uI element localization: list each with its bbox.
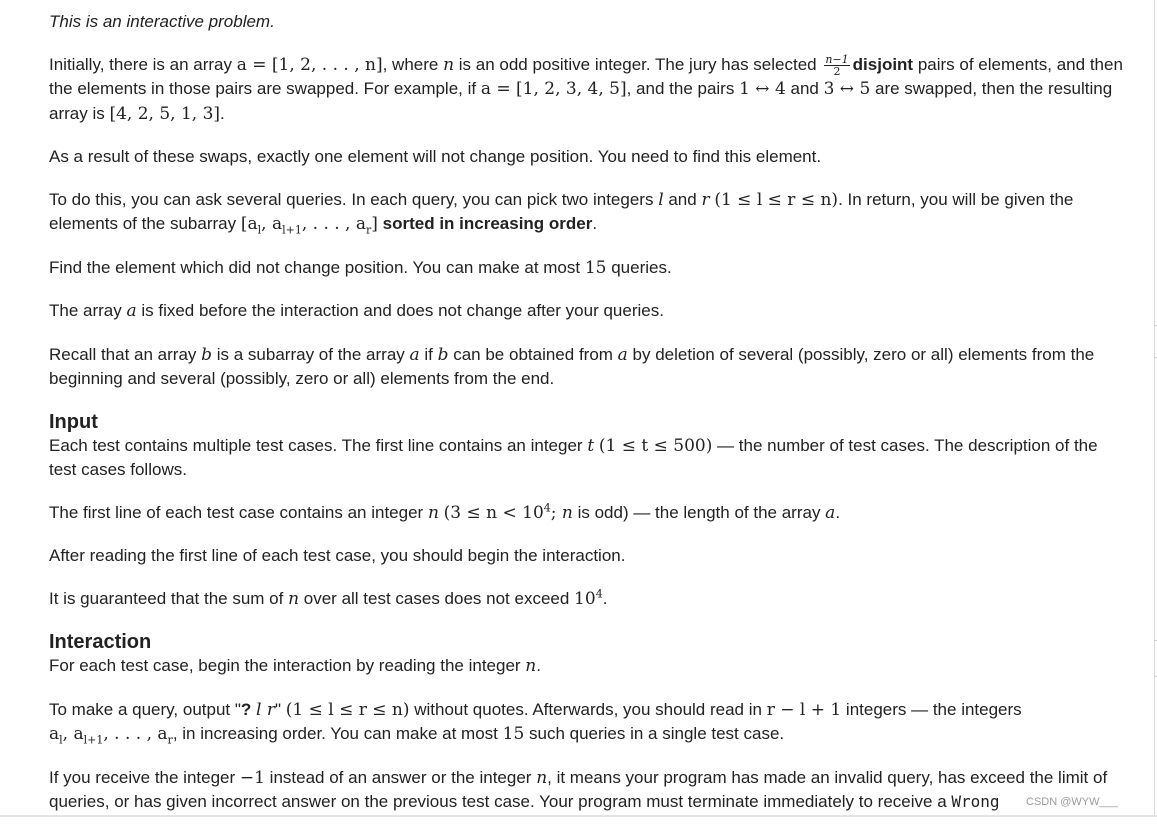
statement-paragraph-2: As a result of these swaps, exactly one element will not change position. You need to find this element. [49,147,822,166]
statement-paragraph-3: To do this, you can ask several queries. In each query, you can pick two integers l and r (1 ≤ l ≤ r ≤ n). In return, you will be given the elements of the subarray [$a_l$, $a_{l+1}$, . . . , $a_r$] sorted in increasing order. [49,189,1074,237]
interaction-paragraph-1: For each test case, begin the interaction by reading the integer n. [49,656,541,676]
statement-paragraph-6: Recall that an array b is a subarray of the array a if b can be obtained from a by deletion of several (possibly, zero or all) elements from the beginning and several (possibly, zero or all) elements from the end. [49,344,1095,388]
math-r: r [701,189,710,210]
bold-sorted: sorted in increasing order [377,214,593,233]
math-swap-2: 3 ↔ 5 [823,79,871,99]
interaction-paragraph-2: To make a query, output "? l r" (1 ≤ l ≤ r ≤ n) without quotes. Afterwards, you should read in r − l + 1 integers — the integers $a_l$, $a_{l+1}$, . . . , $a_r$, in increasing order. You can make at most 15 such queries in a single test case. [49,699,1022,747]
math-query-bounds: (1 ≤ l ≤ r ≤ n) [714,189,839,210]
verdict-wrong: Wrong [951,792,1000,811]
problem-statement [49,10,1129,833]
input-paragraph-2: The first line of each test case contains an integer n ($3 \le n < 10^4$; n is odd) — the length of the array a. [49,500,841,523]
input-paragraph-4: It is guaranteed that the sum of n over all test cases does not exceed $10^4$. [49,586,608,609]
math-l: l [658,189,664,210]
interaction-paragraph-3: If you receive the integer −1 instead of an answer or the integer n, it means your program has made an invalid query, has exceed the limit of queries, or has given incorrect answer on the previous test case. Your program must terminate immediately to receive a Wrong [49,767,1108,811]
fraction-pairs: $\frac{n-1}{2}$ [825,52,849,78]
math-subarray: [$a_l$, $a_{l+1}$, . . . , $a_r$] [240,214,378,237]
math-example-array: a = [1, 2, 3, 4, 5] [480,79,627,99]
csdn-watermark: CSDN @WYW___ [1026,796,1118,808]
statement-paragraph-5: The array a is fixed before the interaction and does not change after your queries. [49,301,664,321]
math-result-array: [4, 2, 5, 1, 3] [109,103,221,124]
math-query-limit: 15 [584,257,607,278]
interaction-section-title: Interaction [49,631,152,653]
intro-text: This is an interactive problem. [49,12,275,31]
right-border [1154,0,1155,817]
math-array: a = [1, 2, . . . , n] [236,54,383,75]
input-section-title: Input [49,410,98,433]
input-paragraph-3: After reading the first line of each test case, you should begin the interaction. [49,546,626,565]
input-paragraph-1: Each test contains multiple test cases. The first line contains an integer t (1 ≤ t ≤ 500) — the number of test cases. The description of the test cases follows. [49,435,1098,479]
statement-paragraph-1: Initially, there is an array a = [1, 2, . . . , n], where n is an odd positive integer. The jury has selected $\frac{n-1}{2}$ disjoint pairs of elements, and then the elements in those pairs are swapped. For example, if a = [1, 2, 3, 4, 5], and the pairs 1 ↔ 4 and 3 ↔ 5 are swapped, then the resulting array is [4, 2, 5, 1, 3]. [49,52,1123,124]
math-swap-1: 1 ↔ 4 [739,79,786,99]
statement-paragraph-4: Find the element which did not change position. You can make at most 15 queries. [49,257,672,278]
bold-disjoint: disjoint [852,54,914,74]
math-n: n [443,54,455,75]
